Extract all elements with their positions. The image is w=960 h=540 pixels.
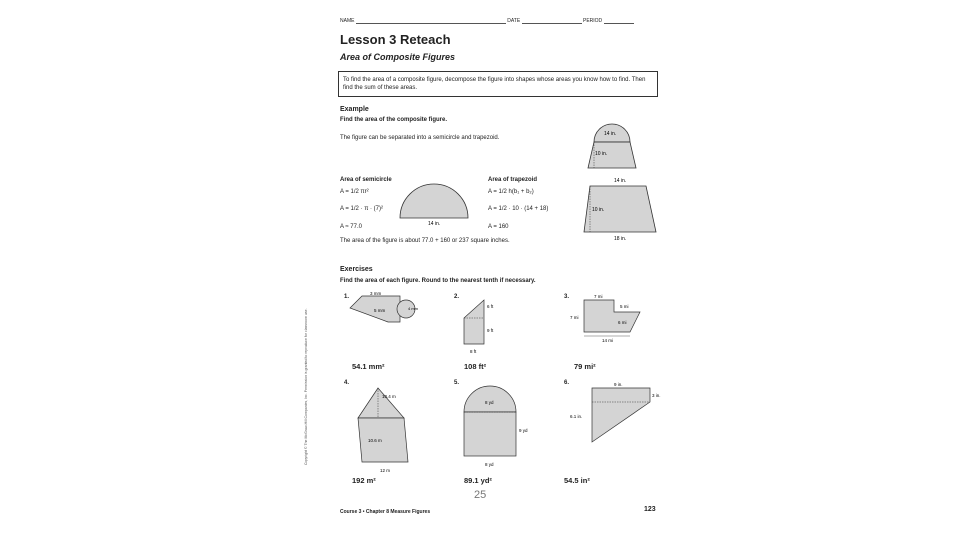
exercise-5-answer: 89.1 yd² <box>464 476 492 485</box>
example-prompt: Find the area of the composite figure. <box>340 117 448 123</box>
trapezoid-bottom-label: 18 in. <box>614 236 627 242</box>
exercise-6-label-3: 6.1 in. <box>570 414 583 419</box>
example-conclusion: The area of the figure is about 77.0 + 160 or 237 square inches. <box>340 238 510 244</box>
exercise-3-label-3: 7 mi <box>570 315 579 320</box>
exercise-1-label-3: 4 mm <box>408 306 418 311</box>
lesson-subtitle: Area of Composite Figures <box>340 52 456 62</box>
period-field[interactable] <box>604 23 634 24</box>
exercise-1-number: 1. <box>344 294 350 300</box>
exercises-prompt: Find the area of each figure. Round to the nearest tenth if necessary. <box>340 278 536 284</box>
fig-top-label: 14 in. <box>604 131 617 137</box>
period-label: PERIOD <box>582 18 603 24</box>
name-field[interactable] <box>356 23 506 24</box>
semicircle-line1-right: πr² <box>360 189 369 195</box>
semicircle-title: Area of semicircle <box>340 177 392 183</box>
name-label: NAME <box>340 18 355 24</box>
header-fields <box>340 18 670 24</box>
semicircle-figure <box>394 180 474 228</box>
trapezoid-top-label: 14 in. <box>614 178 627 184</box>
date-field[interactable] <box>522 23 582 24</box>
exercise-4-number: 4. <box>344 380 350 386</box>
exercise-2-label-2: 9 ft <box>487 328 494 333</box>
example-separation-text: The figure can be separated into a semicircle and trapezoid. <box>340 135 500 141</box>
exercise-6-number: 6. <box>564 380 570 386</box>
exercise-5-label-3: 8 yd <box>485 462 494 467</box>
semicircle-line2-right: · π · (7)² <box>360 206 383 212</box>
semicircle-diameter-label: 14 in. <box>428 221 441 227</box>
exercise-3-figure <box>564 292 664 348</box>
slide-number: 25 <box>474 489 487 501</box>
lesson-title: Lesson 3 Reteach <box>340 32 451 47</box>
exercise-6-answer: 54.5 in² <box>564 476 590 485</box>
exercise-4-answer: 192 m² <box>352 476 376 485</box>
example-heading: Example <box>340 106 369 113</box>
semicircle-line2-left: A = <box>340 206 349 212</box>
exercise-3-answer: 79 mi² <box>574 362 596 371</box>
exercise-1-answer: 54.1 mm² <box>352 362 385 371</box>
exercise-6-label-1: 9 in. <box>614 382 623 387</box>
trapezoid-line2-left: A = <box>488 206 497 212</box>
composite-figure <box>580 118 644 174</box>
exercise-5-figure <box>458 380 534 470</box>
exercise-2-figure <box>456 296 516 358</box>
trapezoid-title: Area of trapezoid <box>488 177 538 183</box>
exercise-4-label-1: 10.4 m <box>382 394 396 399</box>
trapezoid-line1 <box>488 189 534 195</box>
trapezoid-frac: 1/2 <box>498 189 507 195</box>
copyright-notice: Copyright © The McGraw-Hill Companies, Inc. Permission is granted to reproduce for classroom use. <box>304 308 308 465</box>
trapezoid-line2-right: · 10 · (14 + 18) <box>508 206 549 212</box>
trapezoid-line2 <box>488 206 548 212</box>
exercise-1-figure <box>340 292 440 332</box>
exercise-2-label-3: 8 ft <box>470 349 477 354</box>
exercise-1-label-2: 5 mm <box>374 308 386 313</box>
semicircle-line2 <box>340 206 383 212</box>
exercise-5-number: 5. <box>454 380 460 386</box>
exercise-1-label-1: 3 mm <box>370 292 382 296</box>
exercise-3-label-1: 7 mi <box>594 294 603 299</box>
instructions-box <box>338 71 658 97</box>
exercise-2-answer: 108 ft² <box>464 362 487 371</box>
exercise-5-label-2: 9 yd <box>519 428 528 433</box>
exercise-6-label-2: 3 in. <box>652 393 661 398</box>
trapezoid-figure <box>580 176 662 244</box>
exercise-2-number: 2. <box>454 294 460 300</box>
trapezoid-frac-2: 1/2 <box>498 206 507 212</box>
exercise-5-label-1: 8 yd <box>485 400 494 405</box>
footer-page-number: 123 <box>644 506 656 513</box>
semicircle-frac: 1/2 <box>350 189 359 195</box>
trapezoid-line1-right: h(b₁ + b₂) <box>508 189 534 195</box>
exercise-2-label-1: 6 ft <box>487 304 494 309</box>
exercise-3-label-2: 5 mi <box>620 304 629 309</box>
semicircle-frac-2: 1/2 <box>350 206 359 212</box>
exercise-3-label-4: 6 mi <box>618 320 627 325</box>
trapezoid-line1-left: A = <box>488 189 497 195</box>
exercise-4-label-2: 10.6 m <box>368 438 382 443</box>
trapezoid-line3: A = 160 <box>488 224 509 230</box>
exercise-4-label-3: 12 m <box>380 468 391 473</box>
semicircle-line1-left: A = <box>340 189 349 195</box>
instructions-text: To find the area of a composite figure, decompose the figure into shapes whose areas you know how to find. Then find the sum of these areas. <box>343 77 646 91</box>
exercise-6-figure <box>562 380 662 450</box>
exercise-3-label-5: 14 mi <box>602 338 614 343</box>
semicircle-line3: A ≈ 77.0 <box>340 224 362 230</box>
worksheet-page <box>318 0 674 540</box>
trapezoid-height-label: 10 in. <box>592 207 605 213</box>
exercise-3-number: 3. <box>564 294 570 300</box>
date-label: DATE <box>507 18 521 24</box>
semicircle-line1 <box>340 189 369 195</box>
footer-course: Course 3 • Chapter 8 Measure Figures <box>340 509 431 515</box>
fig-height-label: 10 in. <box>595 151 608 157</box>
exercises-heading: Exercises <box>340 266 373 273</box>
exercise-4-figure <box>342 382 422 474</box>
